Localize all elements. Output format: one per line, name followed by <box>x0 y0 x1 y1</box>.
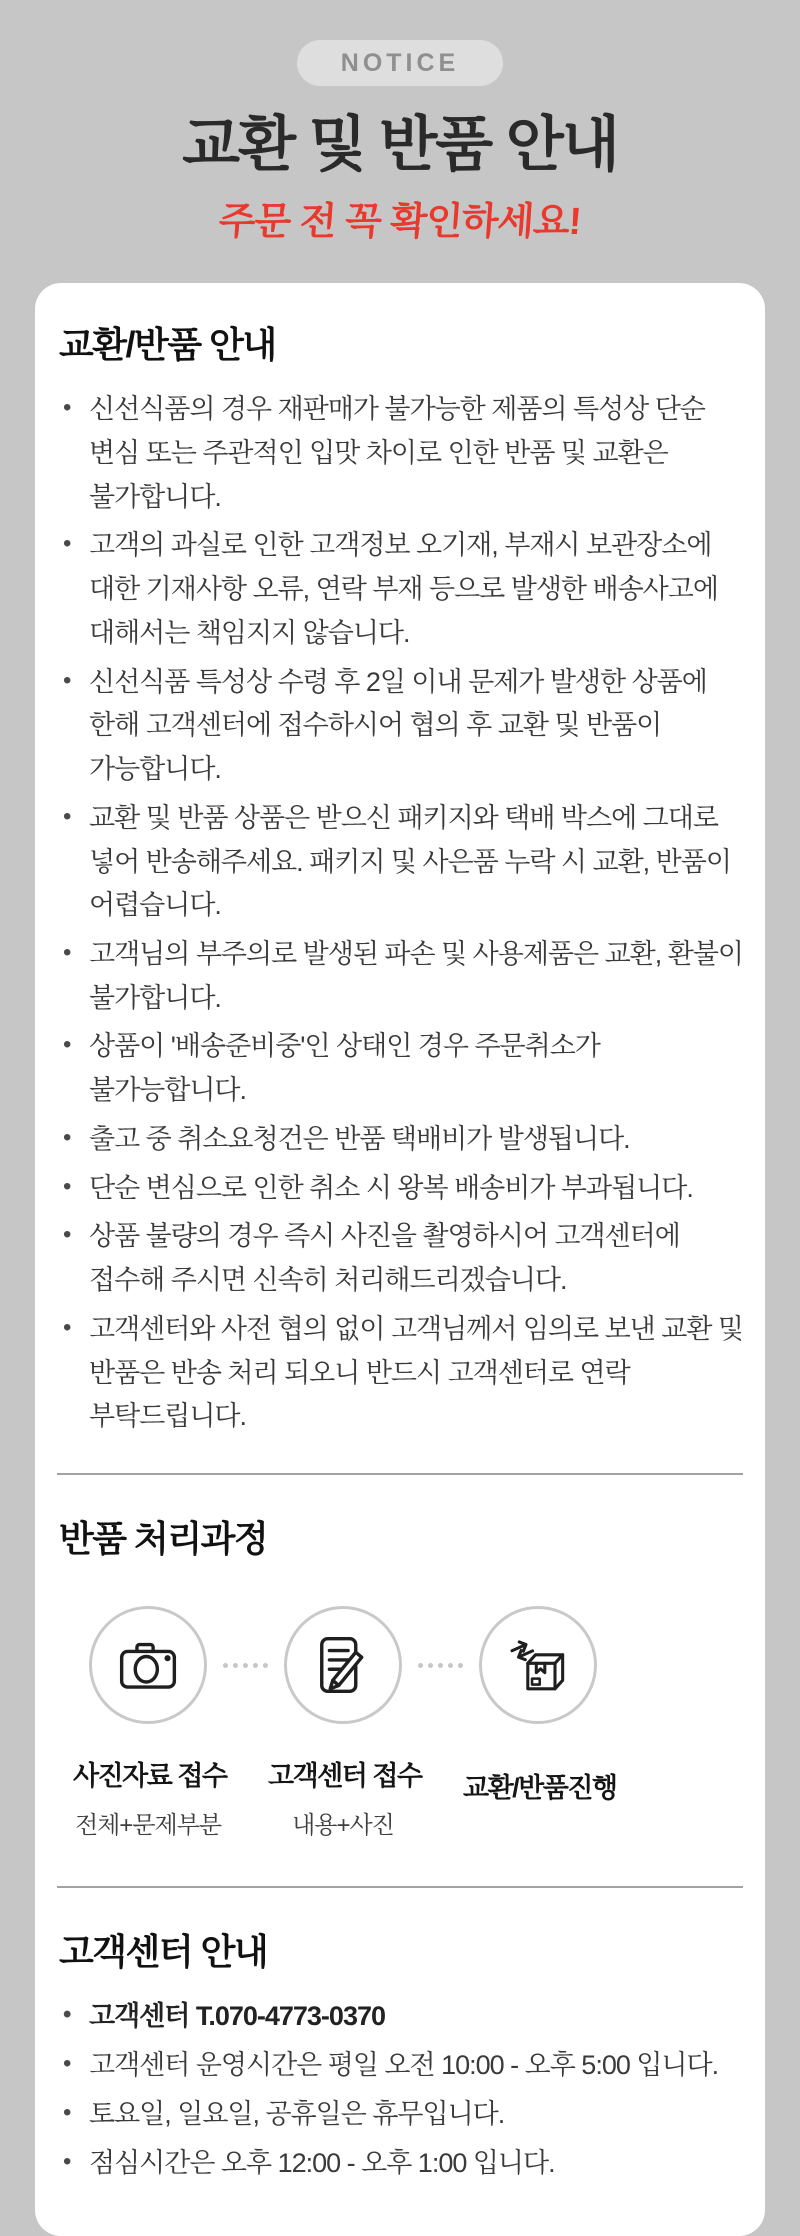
customer-center-section <box>55 1886 745 2185</box>
process-step-contact <box>268 1606 422 1840</box>
process-step-subtitle: 전체+문제부분 <box>74 1812 222 1840</box>
section-divider <box>57 1886 743 1888</box>
camera-icon <box>89 1606 207 1724</box>
exchange-bullet: • 단순 변심으로 인한 취소 시 왕복 배송비가 부과됩니다. <box>55 1167 745 1211</box>
document-pencil-icon <box>284 1606 402 1724</box>
customer-bullet: • 점심시간은 오후 12:00 - 오후 1:00 입니다. <box>55 2142 745 2186</box>
process-section-heading: 반품 처리과정 <box>59 1518 268 1560</box>
process-step-title: 고객센터 접수 <box>268 1761 422 1792</box>
notice-badge: NOTICE <box>297 40 503 86</box>
section-divider <box>57 1473 743 1475</box>
return-process-steps <box>73 1606 617 1840</box>
process-step-photo <box>73 1606 227 1840</box>
process-step-title: 교환/반품진행 <box>463 1773 617 1804</box>
process-step-exchange <box>463 1606 617 1805</box>
customer-section-heading: 고객센터 안내 <box>59 1931 268 1973</box>
exchange-bullet: • 상품 불량의 경우 즉시 사진을 촬영하시어 고객센터에 접수해 주시면 신속히 처리해드리겠습니다. <box>55 1215 745 1302</box>
exchange-bullet: • 상품이 '배송준비중'인 상태인 경우 주문취소가 불가능합니다. <box>55 1025 745 1112</box>
exchange-box-icon <box>479 1606 597 1724</box>
exchange-bullet: • 출고 중 취소요청건은 반품 택배비가 발생됩니다. <box>55 1118 745 1162</box>
customer-bullet: • 고객센터 운영시간은 평일 오전 10:00 - 오후 5:00 입니다. <box>55 2044 745 2088</box>
exchange-bullet: • 신선식품의 경우 재판매가 불가능한 제품의 특성상 단순 변심 또는 주관적인 입맛 차이로 인한 반품 및 교환은 불가합니다. <box>55 388 745 519</box>
customer-phone: • 고객센터 T.070-4773-0370 <box>55 1995 745 2039</box>
notice-card <box>35 283 765 2236</box>
exchange-bullet: • 고객님의 부주의로 발생된 파손 및 사용제품은 교환, 환불이 불가합니다. <box>55 933 745 1020</box>
customer-bullet: • 토요일, 일요일, 공휴일은 휴무입니다. <box>55 2093 745 2137</box>
exchange-bullet: • 교환 및 반품 상품은 받으신 패키지와 택배 박스에 그대로 넣어 반송해주세요. 패키지 및 사은품 누락 시 교환, 반품이 어렵습니다. <box>55 797 745 928</box>
exchange-bullet: • 고객의 과실로 인한 고객정보 오기재, 부재시 보관장소에 대한 기재사항 오류, 연락 부재 등으로 발생한 배송사고에 대해서는 책임지지 않습니다. <box>55 524 745 655</box>
dotted-connector <box>223 1663 268 1668</box>
process-step-title: 사진자료 접수 <box>73 1761 227 1792</box>
page-title: 교환 및 반품 안내 <box>182 111 618 178</box>
exchange-bullet: • 신선식품 특성상 수령 후 2일 이내 문제가 발생한 상품에 한해 고객센터에 접수하시어 협의 후 교환 및 반품이 가능합니다. <box>55 661 745 792</box>
exchange-section-heading: 교환/반품 안내 <box>59 324 276 365</box>
process-step-subtitle: 내용+사진 <box>292 1812 394 1840</box>
customer-bullet-list <box>55 1995 745 2185</box>
header <box>0 0 800 245</box>
dotted-connector <box>418 1663 463 1668</box>
exchange-bullet: • 고객센터와 사전 협의 없이 고객님께서 임의로 보낸 교환 및 반품은 반송 처리 되오니 반드시 고객센터로 연락 부탁드립니다. <box>55 1308 745 1439</box>
exchange-bullet-list <box>55 388 745 1439</box>
page-subtitle: 주문 전 꼭 확인하세요! <box>217 201 582 243</box>
